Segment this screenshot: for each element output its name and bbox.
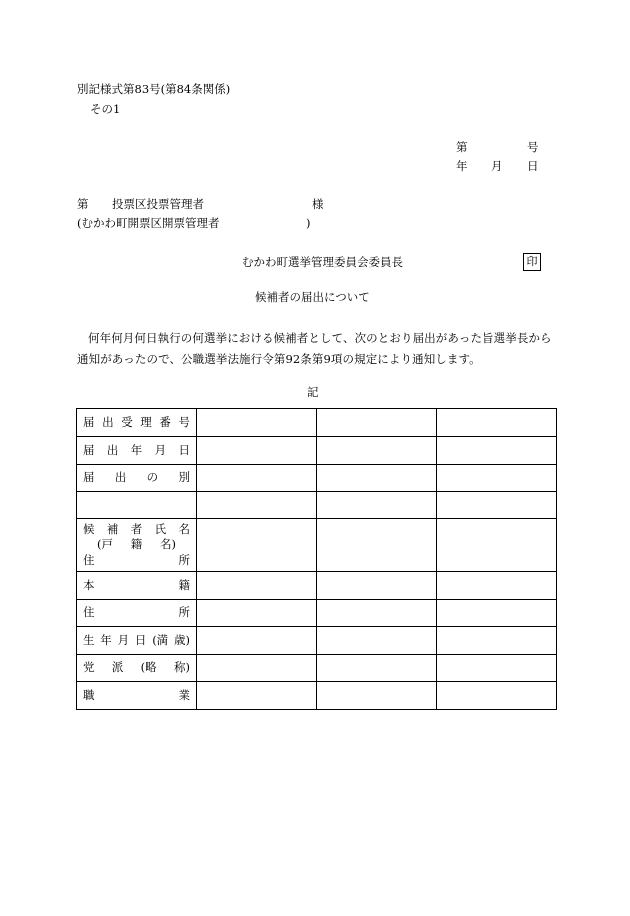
addressee-alt-close: )	[306, 216, 311, 230]
table-row	[77, 519, 557, 572]
label-char: 住	[83, 605, 95, 620]
label-char: 別	[178, 470, 190, 485]
label-char: 受	[121, 414, 133, 429]
value-cell[interactable]	[437, 519, 557, 572]
label-char: 届	[83, 470, 95, 485]
label-char: 籍	[130, 537, 143, 552]
label-party	[77, 655, 197, 682]
value-cell[interactable]	[317, 655, 437, 682]
label-address	[77, 600, 197, 627]
value-cell[interactable]	[317, 600, 437, 627]
label-filing-date	[77, 437, 197, 465]
addressee-prefix: 第	[77, 197, 89, 211]
value-cell[interactable]	[197, 600, 317, 627]
label-char: 理	[140, 414, 152, 429]
value-cell[interactable]	[197, 492, 317, 519]
value-cell[interactable]	[197, 437, 317, 465]
label-char: 出	[114, 470, 127, 485]
label-blank	[77, 492, 197, 519]
value-cell[interactable]	[197, 627, 317, 655]
label-char: 名	[178, 521, 190, 536]
label-char: 称)	[173, 660, 190, 675]
table-row	[77, 409, 557, 437]
label-candidate-name	[77, 519, 197, 572]
value-cell[interactable]	[317, 572, 437, 600]
label-char: 届	[83, 414, 95, 429]
table-row	[77, 437, 557, 465]
table-row	[77, 465, 557, 492]
value-cell[interactable]	[317, 465, 437, 492]
label-char: 候	[83, 521, 95, 536]
doc-number-prefix: 第	[456, 140, 468, 154]
date-month: 月	[491, 159, 503, 173]
label-char: (戸	[97, 537, 113, 552]
label-char: 住	[83, 552, 95, 567]
label-char: 業	[178, 687, 190, 702]
value-cell[interactable]	[437, 627, 557, 655]
addressee-alt: (むかわ町開票区開票管理者	[77, 216, 220, 230]
label-char: 名)	[160, 537, 176, 552]
sub-number: その1	[90, 102, 121, 116]
notification-table	[76, 408, 557, 710]
label-char: 所	[178, 605, 190, 620]
label-occupation	[77, 682, 197, 710]
seal-mark: 印	[523, 253, 541, 271]
value-cell[interactable]	[437, 655, 557, 682]
addressee-honorific: 様	[312, 197, 324, 211]
value-cell[interactable]	[317, 682, 437, 710]
label-char: 氏	[154, 521, 167, 536]
label-char: 出	[106, 442, 119, 457]
label-char: 歳)	[173, 632, 190, 647]
value-cell[interactable]	[317, 492, 437, 519]
table-row	[77, 600, 557, 627]
label-char: 出	[102, 414, 114, 429]
label-char: 年	[130, 442, 143, 457]
value-cell[interactable]	[197, 519, 317, 572]
date-day: 日	[527, 159, 539, 173]
value-cell[interactable]	[437, 437, 557, 465]
label-char: 本	[83, 577, 95, 592]
label-char: 派	[111, 660, 124, 675]
label-char: 日	[178, 442, 190, 457]
ki-heading: 記	[307, 385, 319, 399]
label-char: 番	[159, 414, 171, 429]
label-char: 補	[106, 521, 119, 536]
table-row	[77, 682, 557, 710]
label-birthdate	[77, 627, 197, 655]
value-cell[interactable]	[437, 492, 557, 519]
table-row	[77, 655, 557, 682]
date-year: 年	[456, 159, 468, 173]
body-text: 何年何月何日執行の何選挙における候補者として、次のとおり届出があった旨選挙長から通知があったので、公職選挙法施行令第92条第9項の規定により通知します。	[77, 331, 552, 366]
value-cell[interactable]	[317, 627, 437, 655]
value-cell[interactable]	[317, 437, 437, 465]
label-char: 届	[83, 442, 95, 457]
value-cell[interactable]	[197, 682, 317, 710]
addressee-title: 投票区投票管理者	[112, 197, 204, 211]
label-receipt-number	[77, 409, 197, 437]
label-char: の	[146, 470, 159, 485]
table-row	[77, 492, 557, 519]
table-row	[77, 627, 557, 655]
label-char: 党	[83, 660, 95, 675]
table-row	[77, 572, 557, 600]
label-filing-type	[77, 465, 197, 492]
label-char: 籍	[178, 577, 190, 592]
label-char: 職	[83, 687, 95, 702]
subject-title: 候補者の届出について	[255, 290, 370, 304]
label-char: 号	[178, 414, 190, 429]
value-cell[interactable]	[437, 465, 557, 492]
form-number: 別記様式第83号(第84条関係)	[77, 82, 231, 96]
value-cell[interactable]	[197, 655, 317, 682]
label-char: 年	[100, 632, 112, 647]
value-cell[interactable]	[197, 572, 317, 600]
label-char: 月	[117, 632, 130, 647]
value-cell[interactable]	[317, 409, 437, 437]
sender-title: むかわ町選挙管理委員会委員長	[242, 255, 403, 269]
label-char: 者	[130, 521, 143, 536]
label-char: 日	[134, 632, 147, 647]
value-cell[interactable]	[437, 682, 557, 710]
value-cell[interactable]	[317, 519, 437, 572]
label-char: 所	[178, 552, 190, 567]
value-cell[interactable]	[197, 409, 317, 437]
doc-number-suffix: 号	[527, 140, 539, 154]
value-cell[interactable]	[437, 600, 557, 627]
label-registered-domicile	[77, 572, 197, 600]
label-char: 生	[83, 632, 95, 647]
value-cell[interactable]	[437, 409, 557, 437]
label-char: 月	[154, 442, 167, 457]
label-char: (略	[140, 660, 157, 675]
value-cell[interactable]	[197, 465, 317, 492]
value-cell[interactable]	[437, 572, 557, 600]
label-char: (満	[152, 632, 169, 647]
